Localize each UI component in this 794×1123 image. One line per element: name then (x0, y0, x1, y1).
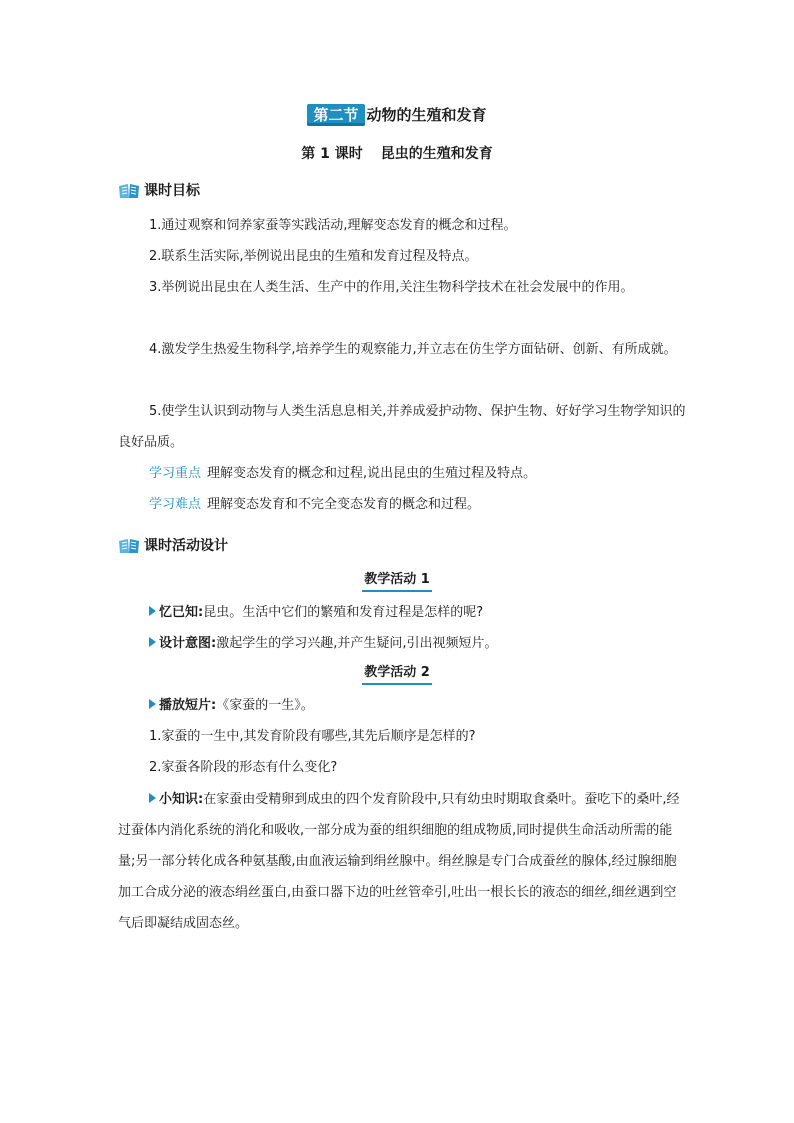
key-point-label: 学习重点 (149, 466, 202, 481)
chapter-title-row (0, 104, 794, 126)
question-2: 2.家蚕各阶段的形态有什么变化? (149, 760, 338, 775)
triangle-bullet-icon (149, 699, 156, 709)
triangle-bullet-icon (149, 606, 156, 616)
objectives-heading-text: 课时目标 (144, 183, 200, 199)
activity-1-title: 教学活动 1 (362, 570, 432, 592)
play-line (118, 690, 688, 721)
activity-2-title: 教学活动 2 (362, 663, 432, 685)
design-heading (118, 535, 228, 557)
difficulty-line (118, 489, 688, 520)
open-book-icon (118, 182, 140, 200)
tip-paragraph (118, 784, 688, 939)
objective-2: 2.联系生活实际,举例说出昆虫的生殖和发育过程及特点。 (149, 249, 478, 264)
difficulty-label: 学习难点 (149, 497, 202, 512)
tip-text: 在家蚕由受精卵到成虫的四个发育阶段中,只有幼虫时期取食桑叶。蚕吃下的桑叶,经过蚕体内消化系统的消化和吸收,一部分成为蚕的组织细胞的组成物质,同时提供生命活动所需的能量;另一部分转化成各种氨基酸,由血液运输到绢丝腺中。绢丝腺是专门合成蚕丝的腺体,经过腺细胞加工合成分泌的液态绢丝蛋白,由蚕口器下边的吐丝管牵引,吐出一根长长的液态的细丝,细丝遇到空气后即凝结成固态丝。 (118, 792, 680, 931)
triangle-bullet-icon (149, 793, 156, 803)
tip-label: 小知识: (159, 792, 204, 807)
play-text: 《家蚕的一生》。 (216, 698, 314, 713)
section-badge: 第二节 (307, 104, 364, 126)
chapter-title: 动物的生殖和发育 (366, 106, 487, 124)
lesson-title: 昆虫的生殖和发育 (380, 146, 493, 162)
objective-5: 5.使学生认识到动物与人类生活息息相关,并养成爱护动物、保护生物、好好学习生物学知识的良好品质。 (118, 404, 686, 450)
lesson-title-row (0, 143, 794, 165)
question-1: 1.家蚕的一生中,其发育阶段有哪些,其先后顺序是怎样的? (149, 729, 476, 744)
lesson-number: 第 1 课时 (301, 146, 363, 162)
objective-3: 3.举例说出昆虫在人类生活、生产中的作用,关注生物科学技术在社会发展中的作用。 (149, 280, 634, 295)
intent-line (118, 628, 688, 659)
key-point-text: 理解变态发育的概念和过程,说出昆虫的生殖过程及特点。 (207, 466, 537, 481)
recall-text: 昆虫。生活中它们的繁殖和发育过程是怎样的呢? (203, 605, 484, 620)
objective-1: 1.通过观察和饲养家蚕等实践活动,理解变态发育的概念和过程。 (149, 218, 517, 233)
triangle-bullet-icon (149, 637, 156, 647)
activity-1-heading (0, 570, 794, 592)
intent-label: 设计意图: (159, 636, 217, 651)
design-heading-text: 课时活动设计 (144, 538, 228, 554)
open-book-icon (118, 537, 140, 555)
recall-line (118, 597, 688, 628)
objectives-heading (118, 180, 200, 202)
difficulty-text: 理解变态发育和不完全变态发育的概念和过程。 (207, 497, 481, 512)
key-point-line (118, 458, 688, 489)
play-label: 播放短片: (159, 698, 217, 713)
objective-4: 4.激发学生热爱生物科学,培养学生的观察能力,并立志在仿生学方面钻研、创新、有所成就。 (149, 342, 677, 357)
activity-2-heading (0, 663, 794, 685)
intent-text: 激起学生的学习兴趣,并产生疑问,引出视频短片。 (216, 636, 498, 651)
recall-label: 忆已知: (159, 605, 204, 620)
